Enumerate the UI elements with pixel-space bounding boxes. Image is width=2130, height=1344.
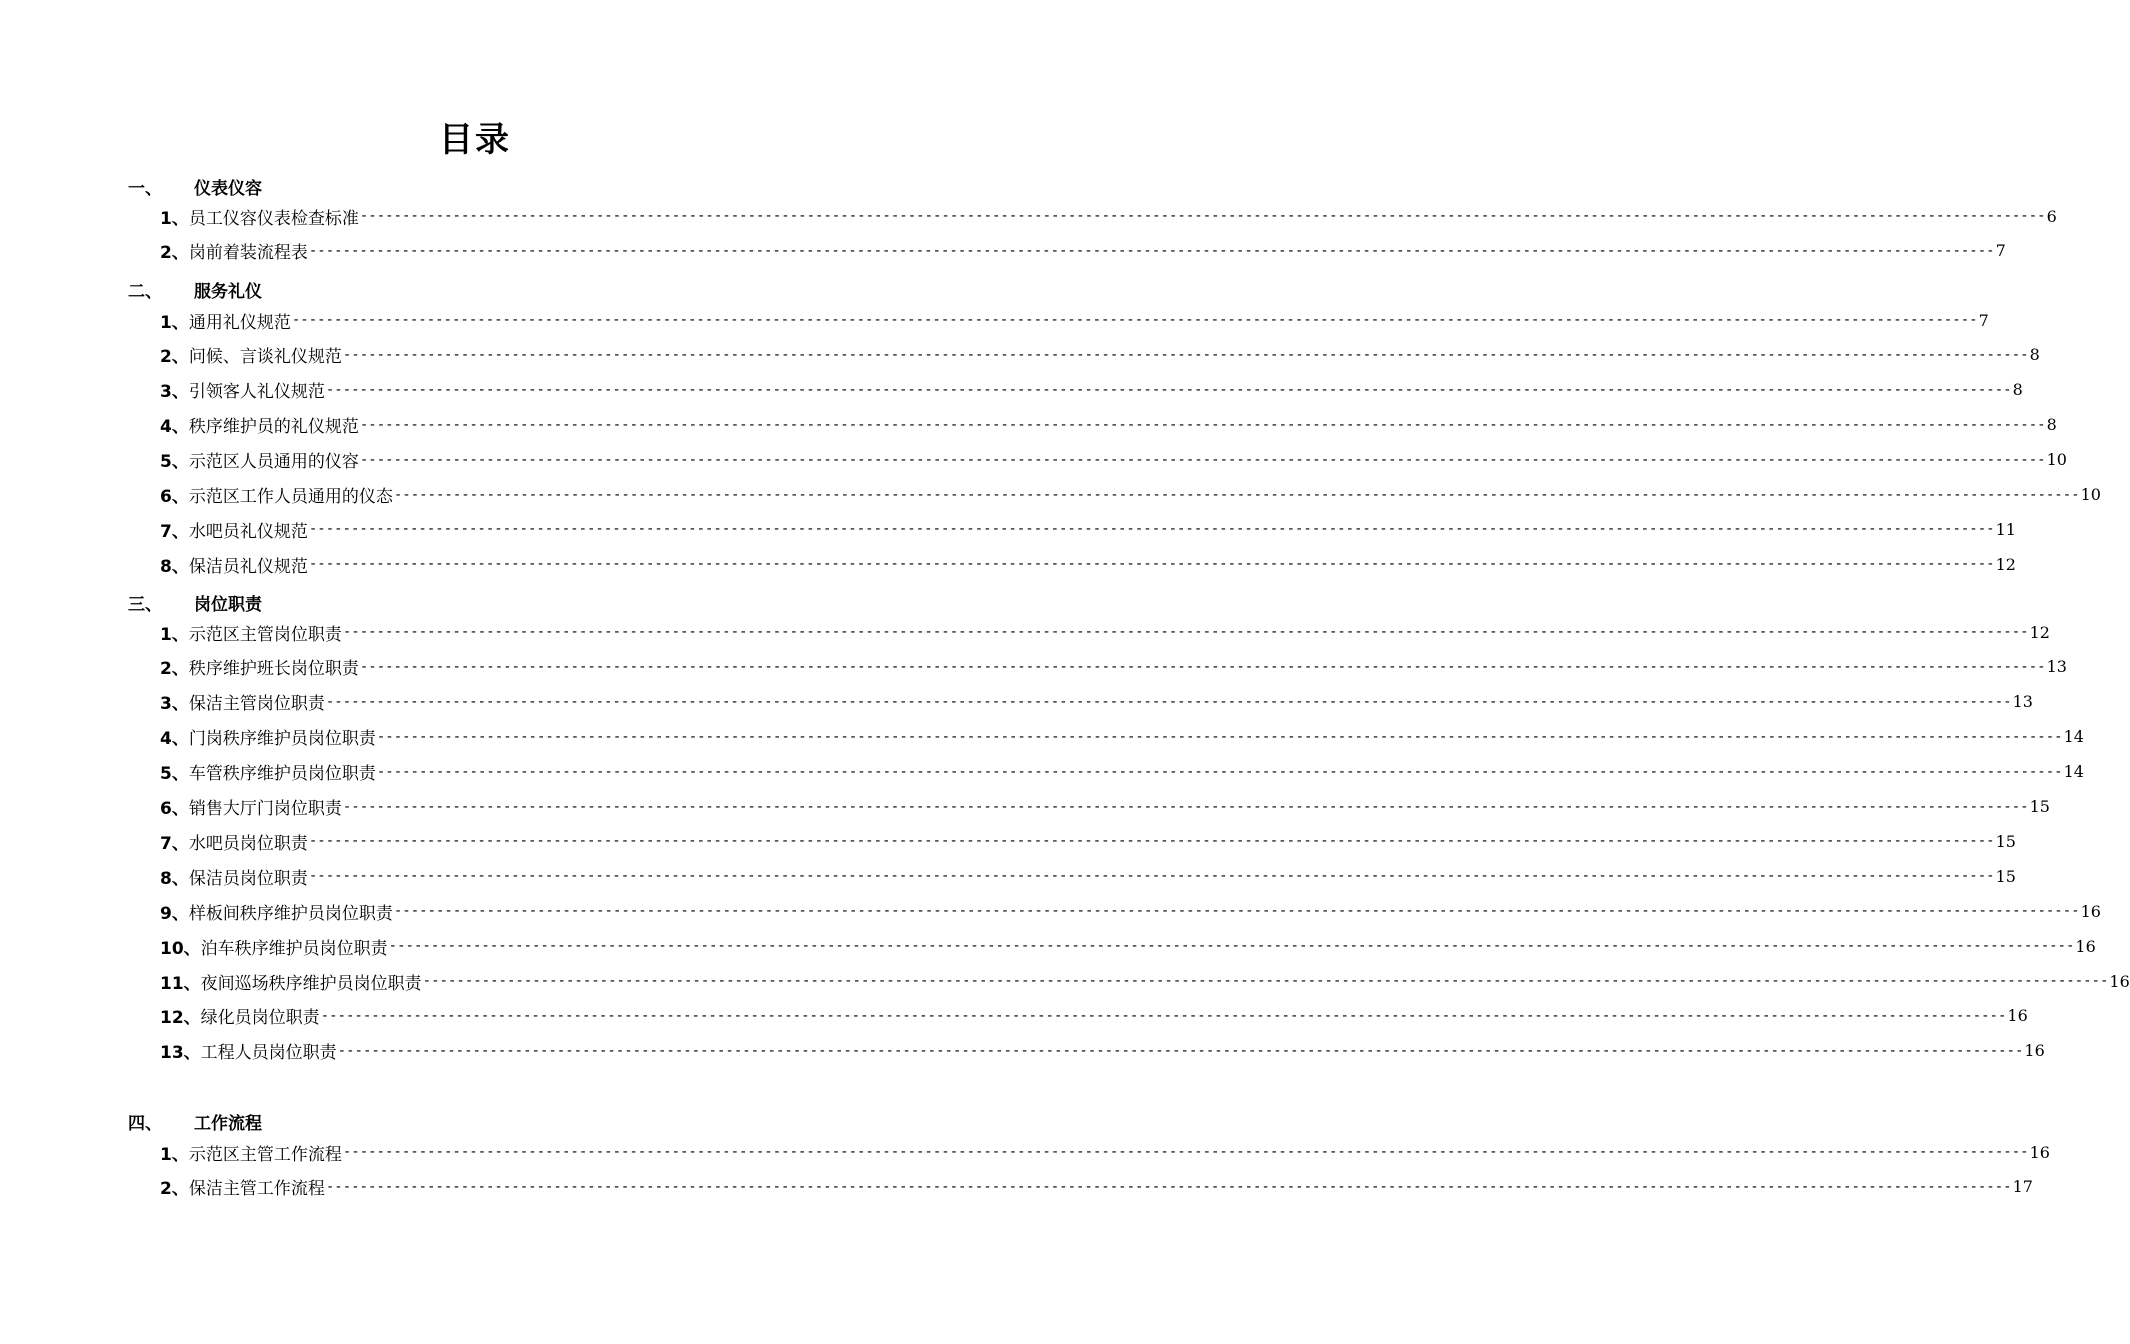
entry-number: 13、 — [160, 1043, 201, 1064]
entry-number: 5、 — [160, 764, 189, 785]
entry-title: 秩序维护班长岗位职责 — [188, 659, 359, 680]
toc-entry[interactable] — [160, 725, 2084, 750]
entry-title: 示范区工作人员通用的仪态 — [188, 487, 393, 507]
toc-entry[interactable] — [160, 343, 2040, 368]
toc-entry[interactable] — [160, 378, 2023, 403]
entry-title: 示范区主管工作流程 — [188, 1144, 342, 1165]
entry-page-number: 7 — [1995, 241, 2006, 261]
entry-title: 岗前着装流程表 — [188, 243, 308, 264]
entry-number: 11、 — [160, 973, 201, 994]
entry-page-number: 12 — [1995, 554, 2016, 574]
toc-entry[interactable] — [160, 795, 2050, 819]
section-title: 仪表仪容 — [194, 179, 262, 199]
entry-title: 水吧员岗位职责 — [188, 833, 308, 854]
entry-title: 保洁员岗位职责 — [188, 868, 308, 889]
toc-entry[interactable] — [160, 899, 2101, 924]
entry-title: 泊车秩序维护员岗位职责 — [200, 938, 388, 959]
entry-number: 8、 — [160, 868, 189, 889]
entry-page-number: 16 — [2075, 936, 2096, 956]
section-number: 一、 — [128, 179, 162, 199]
entry-number: 2、 — [160, 243, 189, 264]
dot-leader: -------------------------------------------------------------------------------------------------------------------------------------------------------------------------------------------------------- — [342, 624, 2029, 640]
dot-leader: -------------------------------------------------------------------------------------------------------------------------------------------------------------------------------------------------------- — [359, 658, 2046, 675]
toc-entry[interactable] — [160, 517, 2016, 542]
entry-page-number: 14 — [2063, 727, 2084, 747]
toc-entry[interactable] — [160, 448, 2067, 473]
entry-title: 绿化员岗位职责 — [200, 1008, 320, 1029]
section-title: 工作流程 — [194, 1114, 262, 1134]
dot-leader: -------------------------------------------------------------------------------------------------------------------------------------------------------------------------------------------------------- — [422, 973, 2109, 989]
dot-leader: -------------------------------------------------------------------------------------------------------------------------------------------------------------------------------------------------------- — [308, 521, 1995, 538]
toc-entry[interactable] — [160, 1004, 2028, 1029]
entry-number: 12、 — [160, 1008, 201, 1029]
entry-title: 保洁主管岗位职责 — [188, 694, 325, 715]
section-number: 四、 — [128, 1114, 162, 1134]
entry-title: 夜间巡场秩序维护员岗位职责 — [200, 973, 422, 994]
entry-number: 1、 — [160, 1144, 189, 1165]
toc-entry[interactable] — [160, 552, 2016, 577]
entry-title: 保洁主管工作流程 — [188, 1179, 325, 1200]
entry-page-number: 14 — [2063, 762, 2084, 782]
dot-leader: -------------------------------------------------------------------------------------------------------------------------------------------------------------------------------------------------------- — [359, 208, 2046, 224]
entry-title: 示范区人员通用的仪容 — [188, 452, 359, 473]
entry-title: 通用礼仪规范 — [188, 312, 291, 333]
entry-page-number: 7 — [1978, 310, 1989, 330]
dot-leader: -------------------------------------------------------------------------------------------------------------------------------------------------------------------------------------------------------- — [308, 556, 1995, 573]
page-title: 目录 — [439, 120, 511, 160]
dot-leader: -------------------------------------------------------------------------------------------------------------------------------------------------------------------------------------------------------- — [325, 1178, 2012, 1195]
entry-number: 10、 — [160, 938, 201, 959]
toc-entry[interactable] — [160, 934, 2096, 959]
toc-entry[interactable] — [160, 760, 2084, 785]
section-title: 服务礼仪 — [194, 282, 262, 302]
dot-leader: -------------------------------------------------------------------------------------------------------------------------------------------------------------------------------------------------------- — [291, 312, 1978, 328]
toc-entry[interactable] — [160, 690, 2033, 715]
dot-leader: -------------------------------------------------------------------------------------------------------------------------------------------------------------------------------------------------------- — [342, 346, 2029, 363]
entry-page-number: 12 — [2029, 622, 2050, 642]
entry-page-number: 8 — [2046, 415, 2057, 435]
entry-number: 7、 — [160, 521, 189, 542]
entry-page-number: 15 — [1995, 831, 2016, 851]
toc-entry[interactable] — [160, 239, 2006, 264]
toc-entry[interactable] — [160, 1039, 2045, 1064]
toc-entry[interactable] — [160, 483, 2101, 507]
entry-page-number: 16 — [2109, 971, 2130, 991]
section-heading[interactable] — [128, 277, 262, 302]
dot-leader: -------------------------------------------------------------------------------------------------------------------------------------------------------------------------------------------------------- — [342, 798, 2029, 815]
entry-number: 4、 — [160, 729, 189, 750]
entry-number: 1、 — [160, 624, 189, 645]
dot-leader: -------------------------------------------------------------------------------------------------------------------------------------------------------------------------------------------------------- — [376, 728, 2063, 745]
entry-title: 引领客人礼仪规范 — [188, 382, 325, 403]
dot-leader: -------------------------------------------------------------------------------------------------------------------------------------------------------------------------------------------------------- — [337, 1042, 2024, 1059]
entry-title: 员工仪容仪表检查标准 — [188, 208, 359, 229]
toc-entry[interactable] — [160, 864, 2016, 889]
entry-page-number: 15 — [1995, 866, 2016, 886]
dot-leader: -------------------------------------------------------------------------------------------------------------------------------------------------------------------------------------------------------- — [393, 903, 2080, 920]
entry-number: 3、 — [160, 382, 189, 403]
entry-title: 工程人员岗位职责 — [200, 1043, 337, 1064]
entry-number: 8、 — [160, 556, 189, 577]
section-number: 二、 — [128, 282, 162, 302]
entry-title: 示范区主管岗位职责 — [188, 624, 342, 645]
section-heading[interactable] — [128, 590, 262, 615]
entry-number: 1、 — [160, 312, 189, 333]
toc-entry[interactable] — [160, 308, 1989, 333]
toc-entry[interactable] — [160, 829, 2016, 854]
toc-entry[interactable] — [160, 413, 2057, 438]
entry-title: 车管秩序维护员岗位职责 — [188, 764, 376, 785]
entry-page-number: 13 — [2046, 657, 2067, 677]
entry-page-number: 15 — [2029, 797, 2050, 816]
entry-number: 6、 — [160, 487, 189, 507]
entry-number: 2、 — [160, 347, 189, 368]
toc-entry[interactable] — [160, 1175, 2033, 1200]
entry-page-number: 10 — [2080, 485, 2101, 504]
entry-page-number: 16 — [2007, 1006, 2028, 1026]
dot-leader: -------------------------------------------------------------------------------------------------------------------------------------------------------------------------------------------------------- — [325, 693, 2012, 710]
dot-leader: -------------------------------------------------------------------------------------------------------------------------------------------------------------------------------------------------------- — [388, 938, 2075, 955]
entry-title: 销售大厅门岗位职责 — [188, 799, 342, 819]
entry-page-number: 10 — [2046, 450, 2067, 470]
entry-number: 7、 — [160, 833, 189, 854]
entry-page-number: 13 — [2012, 692, 2033, 712]
dot-leader: -------------------------------------------------------------------------------------------------------------------------------------------------------------------------------------------------------- — [359, 416, 2046, 433]
toc-entry[interactable] — [160, 204, 2057, 229]
toc-entry[interactable] — [160, 655, 2067, 680]
toc-entry[interactable] — [160, 620, 2050, 645]
dot-leader: -------------------------------------------------------------------------------------------------------------------------------------------------------------------------------------------------------- — [308, 242, 1995, 259]
entry-page-number: 17 — [2012, 1177, 2033, 1197]
dot-leader: -------------------------------------------------------------------------------------------------------------------------------------------------------------------------------------------------------- — [342, 1144, 2029, 1160]
section-heading[interactable] — [128, 174, 262, 199]
entry-number: 2、 — [160, 659, 189, 680]
entry-page-number: 16 — [2029, 1142, 2050, 1162]
entry-page-number: 8 — [2029, 345, 2040, 365]
dot-leader: -------------------------------------------------------------------------------------------------------------------------------------------------------------------------------------------------------- — [359, 451, 2046, 468]
entry-page-number: 6 — [2046, 206, 2057, 226]
dot-leader: -------------------------------------------------------------------------------------------------------------------------------------------------------------------------------------------------------- — [393, 486, 2080, 503]
entry-number: 3、 — [160, 694, 189, 715]
dot-leader: -------------------------------------------------------------------------------------------------------------------------------------------------------------------------------------------------------- — [325, 381, 2012, 398]
toc-entry[interactable] — [160, 1140, 2050, 1165]
dot-leader: -------------------------------------------------------------------------------------------------------------------------------------------------------------------------------------------------------- — [308, 868, 1995, 885]
entry-page-number: 16 — [2080, 901, 2101, 921]
dot-leader: -------------------------------------------------------------------------------------------------------------------------------------------------------------------------------------------------------- — [308, 833, 1995, 850]
section-number: 三、 — [128, 595, 162, 615]
entry-title: 问候、言谈礼仪规范 — [188, 347, 342, 368]
section-heading[interactable] — [128, 1109, 262, 1134]
entry-number: 5、 — [160, 452, 189, 473]
entry-page-number: 8 — [2012, 380, 2023, 400]
entry-number: 2、 — [160, 1179, 189, 1200]
entry-title: 水吧员礼仪规范 — [188, 521, 308, 542]
section-title: 岗位职责 — [194, 595, 262, 615]
entry-page-number: 16 — [2024, 1041, 2045, 1061]
entry-title: 门岗秩序维护员岗位职责 — [188, 729, 376, 750]
dot-leader: -------------------------------------------------------------------------------------------------------------------------------------------------------------------------------------------------------- — [320, 1007, 2007, 1024]
toc-entry[interactable] — [160, 969, 2130, 994]
entry-title: 保洁员礼仪规范 — [188, 556, 308, 577]
entry-title: 样板间秩序维护员岗位职责 — [188, 903, 393, 924]
entry-number: 1、 — [160, 208, 189, 229]
dot-leader: -------------------------------------------------------------------------------------------------------------------------------------------------------------------------------------------------------- — [376, 763, 2063, 780]
entry-number: 9、 — [160, 903, 189, 924]
entry-page-number: 11 — [1995, 519, 2016, 539]
entry-title: 秩序维护员的礼仪规范 — [188, 417, 359, 438]
entry-number: 4、 — [160, 417, 189, 438]
entry-number: 6、 — [160, 799, 189, 819]
